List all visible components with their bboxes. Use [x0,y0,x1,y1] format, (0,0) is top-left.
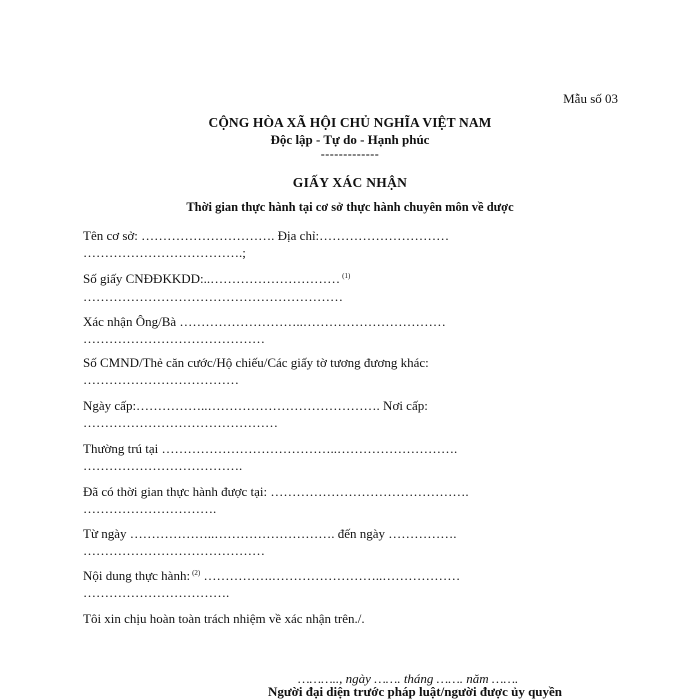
content-line-2: ……………………………. [83,585,230,600]
residence-line-1: Thường trú tại …………………………………..………………………. [83,441,458,456]
nation-heading: CỘNG HÒA XÃ HỘI CHỦ NGHĨA VIỆT NAM [208,115,492,130]
person-line-2: …………………………………… [83,331,265,346]
practice-line-2: …………………………. [83,501,217,516]
issue-line-1: Ngày cấp:……………..…………………………………. Nơi cấp: [83,398,428,413]
license-label: Số giấy CNĐĐKKDD:..………………………… [83,271,341,286]
person-line-1: Xác nhận Ông/Bà ………………………..…………………………… [83,314,446,329]
signer-title: Người đại diện trước pháp luật/người được ủy quyền [267,684,563,699]
commitment-statement: Tôi xin chịu hoàn toàn trách nhiệm về xác nhận trên./. [83,611,365,626]
practice-line-1: Đã có thời gian thực hành được tại: ………………………………………. [83,484,469,499]
period-line-1: Từ ngày ………………..………………………. đến ngày ……………. [83,526,457,541]
heading-separator: ------------- [320,147,380,161]
license-line-2: …………………………………………………… [83,289,343,304]
content-footnote-ref: (2) [192,568,201,577]
id-document-line-2: ……………………………… [83,372,239,387]
national-motto: Độc lập - Tự do - Hạnh phúc [270,132,430,147]
content-dots: …………….……………………..……………… [203,568,461,583]
facility-line-2: ……………………………….; [83,245,246,260]
facility-line-1: Tên cơ sở: …………………………. Địa chỉ:………………………… [83,228,450,243]
content-line-1 [83,568,460,584]
license-footnote-ref: (1) [342,271,351,280]
residence-line-2: ………………………………. [83,458,243,473]
document-title: GIẤY XÁC NHẬN [292,175,408,190]
form-number: Mẫu số 03 [563,91,618,106]
period-line-2: …………………………………… [83,543,265,558]
document-subtitle: Thời gian thực hành tại cơ sở thực hành chuyên môn về dược [186,200,514,214]
content-label: Nội dung thực hành: [83,568,191,583]
issue-line-2: ……………………………………… [83,415,278,430]
id-document-line-1: Số CMND/Thẻ căn cước/Hộ chiếu/Các giấy tờ tương đương khác: [83,355,429,370]
date-place-line: ……….., ngày ……. tháng ……. năm ……. [298,671,519,686]
license-line-1 [83,271,350,287]
